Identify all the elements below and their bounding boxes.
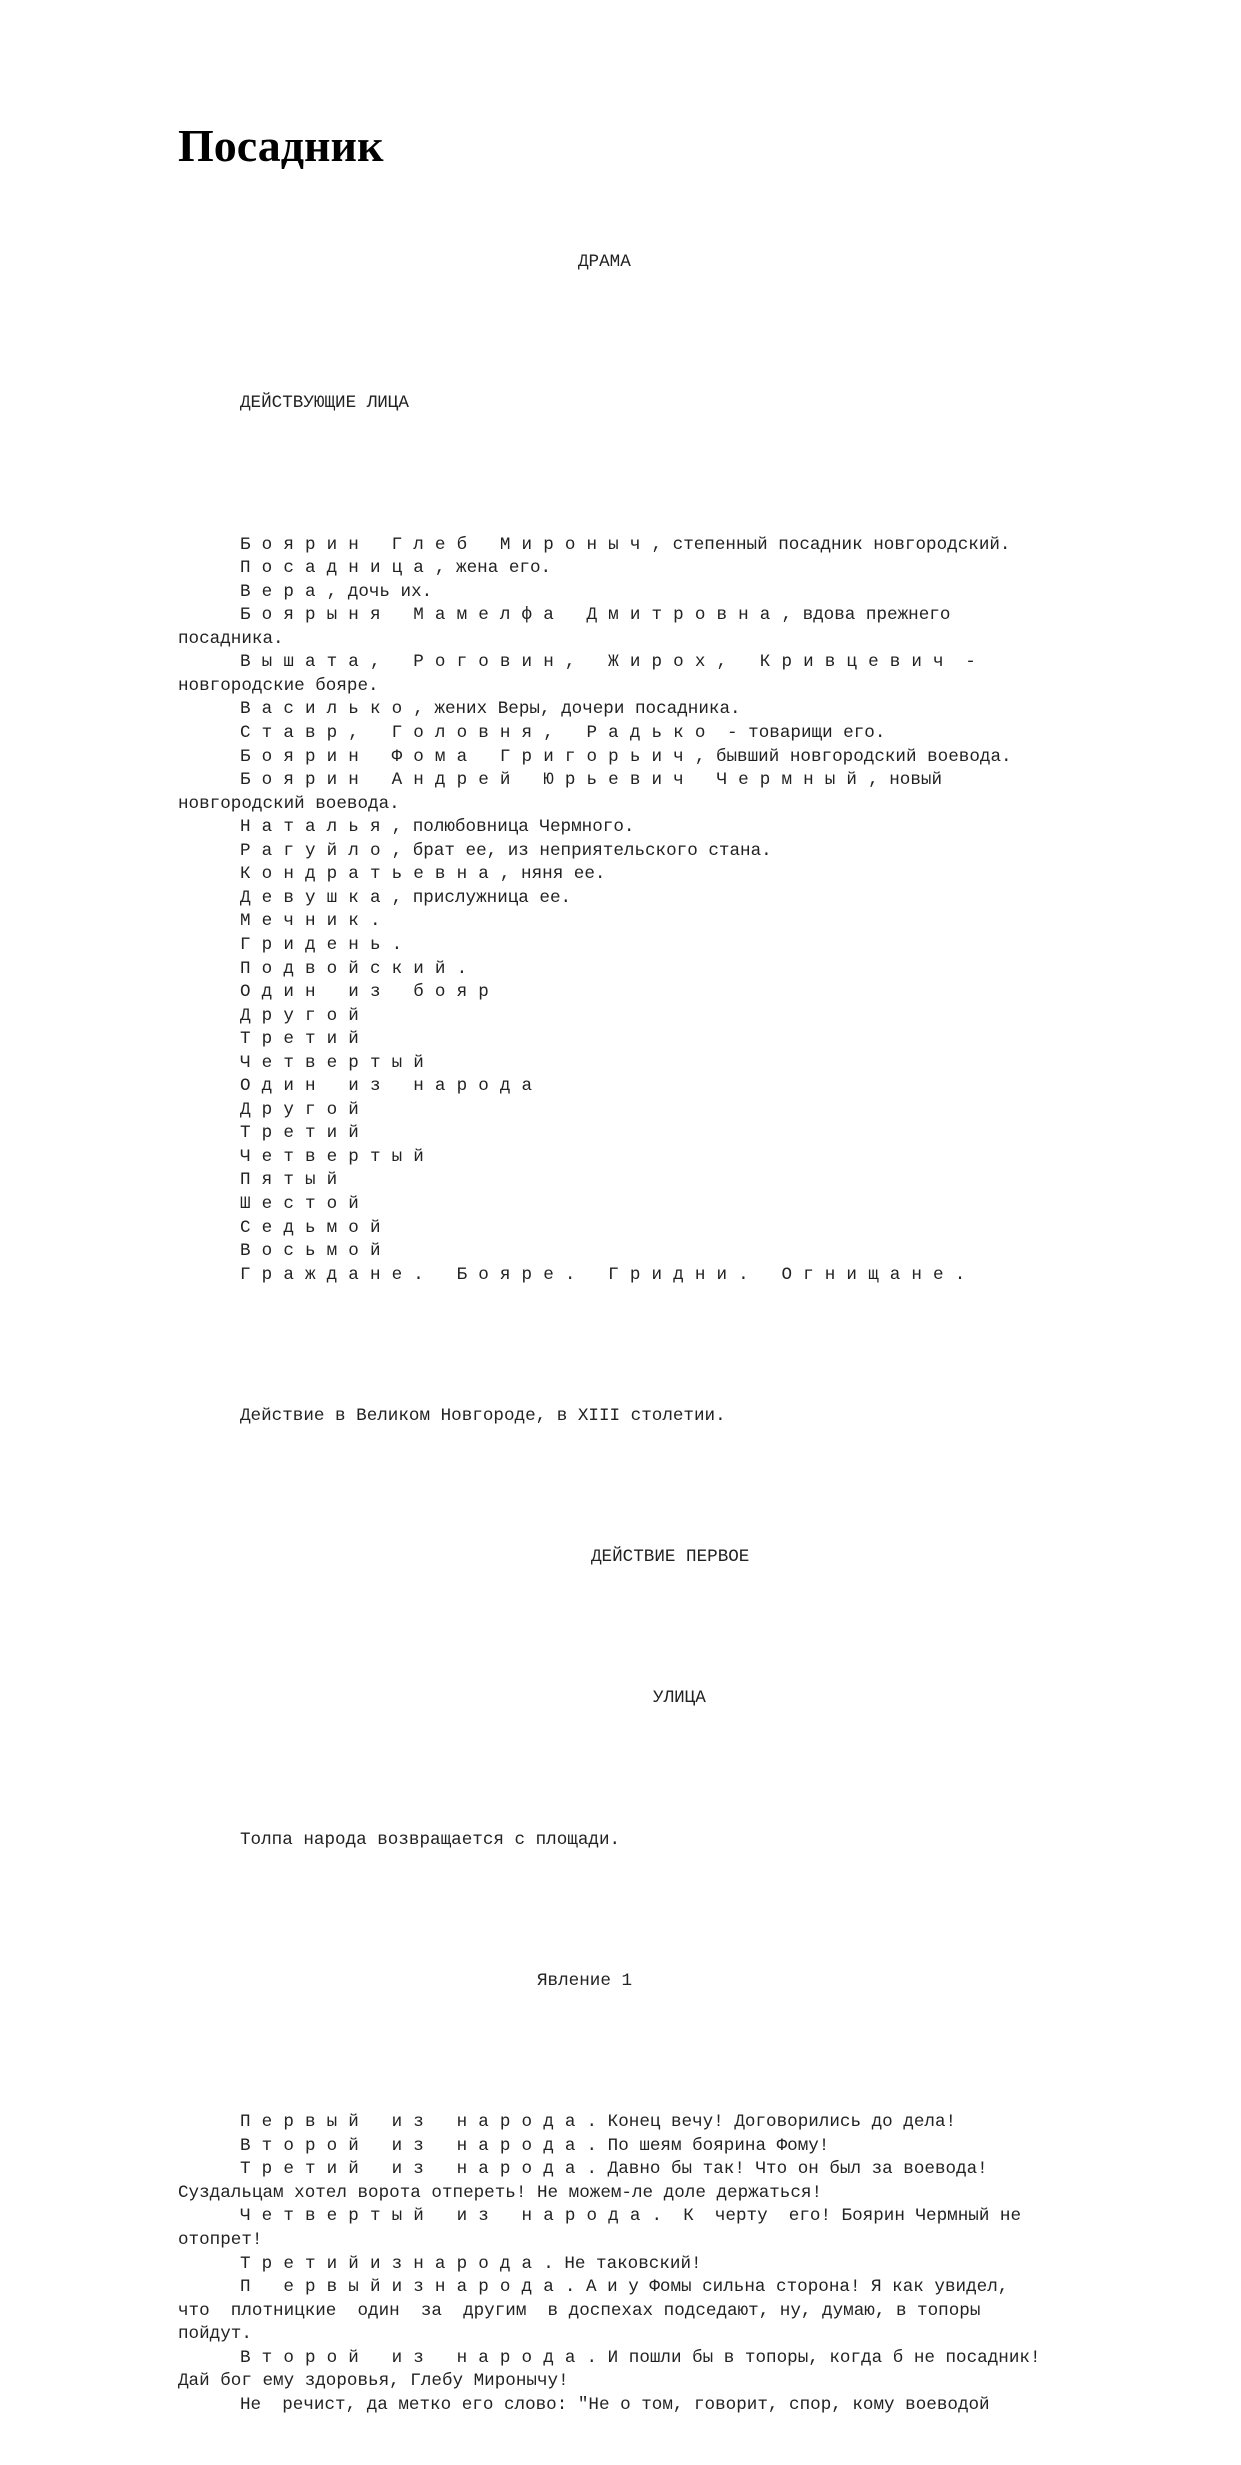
cast-entry-cont: новгородские бояре. [178,675,379,696]
speaker-name: Второй из народа [240,2347,587,2368]
cast-entry [178,604,1158,628]
cast-desc: - товарищи его. [716,723,886,744]
document-body [178,204,1158,2465]
speech-text: . Не таковский! [543,2253,702,2274]
cast-desc: , дочь их. [326,581,433,602]
dialogue-line [178,2253,1158,2277]
cast-entry [178,581,1158,605]
cast-name: Василько [240,699,414,720]
cast-name: Наталья [240,817,392,838]
cast-entry [178,816,1158,840]
cast-name: Граждане. Бояре. Гридни. Огнищане. [240,1264,977,1285]
cast-entry [178,698,1158,722]
cast-desc: . [369,911,381,932]
cast-desc: , няня ее. [499,864,606,885]
cast-entry [178,887,1158,911]
speech-text: . А и у Фомы сильна сторона! Я как увидел, [564,2277,1009,2298]
cast-desc: , бывший новгородский воевода. [694,746,1012,767]
speaker-name: Третийизнарода [240,2253,544,2274]
cast-name: Рагуйло [240,840,392,861]
speech-cont: Дай бог ему здоровья, Глебу Миронычу! [178,2371,569,2392]
cast-name: Боярин Андрей Юрьевич Чермный [240,770,869,791]
cast-entry [178,557,1158,581]
cast-desc: , вдова прежнего [781,605,951,626]
cast-name: Пятый [240,1170,349,1191]
cast-desc: . [391,934,403,955]
cast-entry [178,863,1158,887]
cast-name: Девушка [240,887,392,908]
cast-desc: . [456,958,468,979]
setting-line: Действие в Великом Новгороде, в XIII столетии. [240,1405,726,1426]
genre-heading: ДРАМА [578,252,631,273]
cast-entry [178,1146,1158,1170]
cast-name: Боярин Фома Григорьич [240,746,695,767]
cast-name: Гридень [240,934,392,955]
cast-name: Подвойский [240,958,457,979]
speech-text: . Давно бы так! Что он был за воевода! [586,2159,988,2180]
cast-name: Боярин Глеб Мироныч [240,534,652,555]
cast-desc: , жена его. [434,558,552,579]
cast-entry [178,1075,1158,1099]
cast-name: Третий [240,1029,370,1050]
cast-list [178,534,1158,1288]
cast-entry [178,1052,1158,1076]
act-heading: ДЕЙСТВИЕ ПЕРВОЕ [591,1547,750,1568]
cast-name: Другой [240,1099,370,1120]
dialogue-line [178,2276,1158,2300]
cast-entry [178,1240,1158,1264]
cast-heading: ДЕЙСТВУЮЩИЕ ЛИЦА [240,393,409,414]
speech-cont: Суздальцам хотел ворота отпереть! Не можем-ле доле держаться! [178,2182,823,2203]
cast-entry [178,934,1158,958]
speech-text: . Конец вечу! Договорились до дела! [586,2112,957,2133]
cast-name: Четвертый [240,1052,435,1073]
dialogue-line [178,2158,1158,2182]
cast-entry [178,722,1158,746]
cast-desc: - [954,652,976,673]
cast-name: Один из бояр [240,982,500,1003]
speaker-name: П ервыйизнарода [240,2277,565,2298]
speaker-name: Третий из народа [240,2159,587,2180]
cast-entry [178,1005,1158,1029]
cast-name: Восьмой [240,1241,392,1262]
dialogue [178,2111,1158,2417]
speech-cont: что плотницкие один за другим в доспехах подседают, ну, думаю, в топоры [178,2300,981,2321]
speech-text: Не речист, да метко его слово: "Не о том, говорит, спор, кому воеводой [240,2394,990,2415]
stage-direction: Толпа народа возвращается с площади. [240,1829,621,1850]
cast-name: Четвертый [240,1146,435,1167]
scene-place: УЛИЦА [653,1688,706,1709]
cast-desc: , степенный посадник новгородский. [651,534,1011,555]
cast-entry [178,1264,1158,1288]
dialogue-line [178,2347,1158,2371]
scene-heading: Явление 1 [537,1971,633,1992]
speech-text: . К черту его! Боярин Чермный не [651,2206,1022,2227]
cast-entry [178,958,1158,982]
cast-entry [178,981,1158,1005]
cast-entry [178,1122,1158,1146]
cast-desc: , прислужница ее. [391,887,572,908]
cast-entry-cont: посадника. [178,628,284,649]
speaker-name: Второй из народа [240,2135,587,2156]
speech-cont: отопрет! [178,2230,263,2251]
dialogue-line [178,2205,1158,2229]
dialogue-line [178,2111,1158,2135]
cast-entry [178,1169,1158,1193]
cast-name: Боярыня Мамелфа Дмитровна [240,605,782,626]
cast-entry [178,1217,1158,1241]
speaker-name: Первый из народа [240,2112,587,2133]
cast-name: Ставр, Головня, Радько [240,723,717,744]
dialogue-line [178,2394,1158,2418]
dialogue-line [178,2135,1158,2159]
cast-name: Один из народа [240,1076,544,1097]
cast-name: Другой [240,1005,370,1026]
cast-entry [178,746,1158,770]
cast-desc: , жених Веры, дочери посадника. [413,699,741,720]
cast-name: Вера [240,581,327,602]
speaker-name: Четвертый из народа [240,2206,652,2227]
cast-entry [178,651,1158,675]
document-title: Посадник [178,120,384,171]
cast-name: Вышата, Роговин, Жирох, Кривцевич [240,652,955,673]
cast-name: Третий [240,1123,370,1144]
cast-entry [178,840,1158,864]
cast-entry [178,1099,1158,1123]
cast-entry [178,910,1158,934]
cast-entry-cont: новгородский воевода. [178,793,400,814]
speech-text: . По шеям боярина Фому! [586,2135,830,2156]
cast-name: Мечник [240,911,370,932]
cast-desc: , брат ее, из неприятельского стана. [391,840,772,861]
cast-name: Шестой [240,1193,370,1214]
speech-cont: пойдут. [178,2324,252,2345]
cast-desc: , полюбовница Чермного. [391,817,635,838]
cast-name: Посадница [240,558,435,579]
cast-name: Кондратьевна [240,864,500,885]
cast-entry [178,1193,1158,1217]
cast-entry [178,769,1158,793]
speech-text: . И пошли бы в топоры, когда б не посадник! [586,2347,1041,2368]
cast-entry [178,534,1158,558]
cast-desc: , новый [868,770,942,791]
cast-name: Седьмой [240,1217,392,1238]
cast-entry [178,1028,1158,1052]
